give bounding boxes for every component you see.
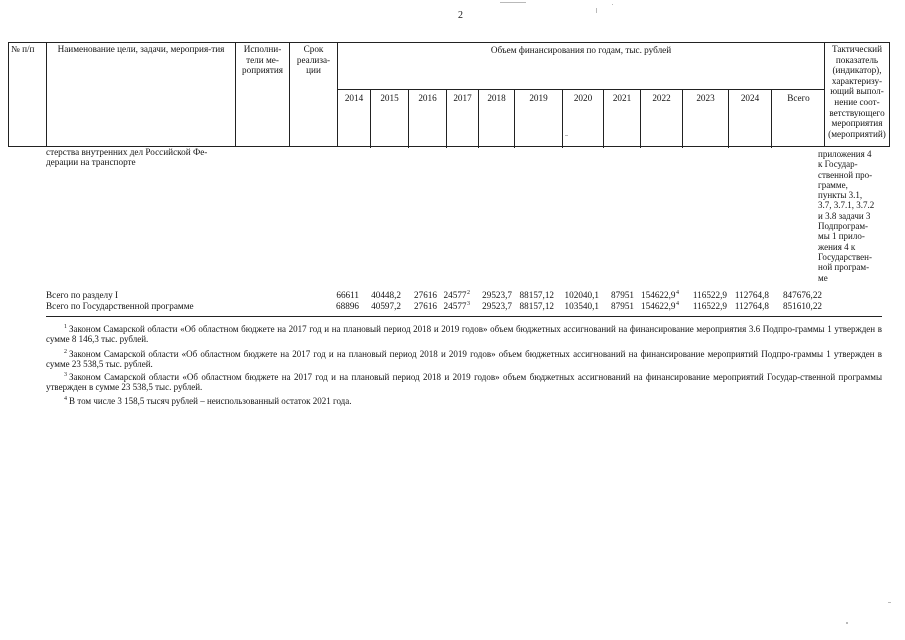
- header-funding-title: Объем финансирования по годам, тыс. рублей: [490, 45, 672, 55]
- total-value: 24577$^3$: [443, 301, 470, 311]
- scan-speck: [596, 8, 597, 13]
- footnote: [46, 322, 882, 345]
- total-value: 29523,7: [482, 290, 512, 300]
- total-value: 40597,2: [371, 301, 401, 311]
- indicator-continuation: приложения 4 к Государ- ственной про- грамме, пункты 3.1, 3.7, 3.7.1, 3.7.2 и 3.8 задачи 3 Подпрограм- мы 1 прило- жения 4 к Государствен- ной програм- ме: [818, 149, 875, 283]
- total-value: 116522,9: [692, 301, 727, 311]
- total-value: 87951: [611, 301, 634, 311]
- total-value: 116522,9: [692, 290, 727, 300]
- total-value: 40448,2: [371, 290, 401, 300]
- footnote-ref: 4: [676, 301, 679, 307]
- year-cell: 2023: [683, 90, 729, 148]
- footnote-ref: 3: [467, 301, 470, 307]
- footnote-mark: 1: [64, 324, 67, 330]
- scan-speck: [888, 602, 891, 603]
- footnote-mark: 3: [64, 372, 67, 378]
- total-value: 87951: [611, 290, 634, 300]
- year-cell: 2021: [604, 90, 641, 148]
- footnote-text: В том числе 3 158,5 тысяч рублей – неиспользованный остаток 2021 года.: [69, 396, 352, 406]
- footnote: [46, 347, 882, 370]
- year-cell: 2020: [563, 90, 604, 148]
- header-name: Наименование цели, задачи, мероприя-тия: [47, 43, 236, 146]
- year-cell: 2015: [371, 90, 409, 148]
- year-cell: 2014: [338, 90, 371, 148]
- page-number: 2: [458, 10, 463, 21]
- footnote-mark: 4: [64, 396, 67, 402]
- scan-speck: [500, 2, 526, 3]
- total-value: 851610,22: [782, 301, 822, 311]
- scan-speck: [612, 4, 613, 5]
- total-value: 27616: [414, 301, 437, 311]
- year-cell: 2022: [641, 90, 683, 148]
- footnote-ref: 2: [467, 290, 470, 296]
- year-cell: 2018: [479, 90, 515, 148]
- footnote-mark: 2: [64, 349, 67, 355]
- footnote-text: Законом Самарской области «Об областном бюджете на 2017 год и на плановый период 2018 и 2019 годов» объем бюджетных ассигнований на финансирование мероприятия 3.6 Подпро-граммы 1 утвержден в сумме 8 146,3 тыс. рублей.: [46, 324, 882, 345]
- year-cell: 2024: [729, 90, 772, 148]
- header-executors: Исполни-тели ме-роприятия: [236, 43, 290, 146]
- footnote-text: Законом Самарской области «Об областном бюджете на 2017 год и на плановый период 2018 и 2019 годов» объем бюджетных ассигнований на финансирование мероприятий Подпро-граммы 1 утвержден в сумме 23 538,5 тыс. рублей.: [46, 349, 882, 370]
- header-indicator: Тактический показатель (индикатор), характеризу-ющий выпол-нение соот-ветствующего мероприятия (мероприятий): [828, 44, 886, 139]
- measure-name-continuation: стерства внутренних дел Российской Фе-дерации на транспорте: [46, 147, 208, 168]
- year-cell: 2019: [515, 90, 563, 148]
- footnote-ref: 4: [676, 290, 679, 296]
- year-cell: 2016: [409, 90, 447, 148]
- total-value: 66611: [336, 290, 359, 300]
- total-value: 102040,1: [564, 290, 599, 300]
- total-value: 154622,9$^4$: [641, 290, 679, 300]
- total-value: 29523,7: [482, 301, 512, 311]
- total-value: 68896: [336, 301, 359, 311]
- total-program-label: Всего по Государственной программе: [46, 301, 194, 311]
- total-value: 88157,12: [519, 301, 554, 311]
- header-years-row: [338, 89, 824, 148]
- total-value: 847676,22: [782, 290, 822, 300]
- total-value: 88157,12: [519, 290, 554, 300]
- year-cell-total: Всего: [787, 93, 810, 103]
- total-value: 154622,9$^4$: [641, 301, 679, 311]
- scan-speck: [846, 622, 848, 624]
- total-section-label: Всего по разделу I: [46, 290, 119, 300]
- header-num: № п/п: [9, 43, 47, 146]
- total-value: 112764,8: [734, 301, 769, 311]
- footnote-separator: [46, 316, 882, 317]
- table-header: [8, 42, 890, 147]
- year-cell: 2017: [447, 90, 479, 148]
- footnote: [46, 370, 882, 393]
- total-value: 103540,1: [564, 301, 599, 311]
- header-term: Срок реализа-ции: [290, 43, 338, 146]
- total-value: 24577$^2$: [443, 290, 470, 300]
- footnote-text: Законом Самарской области «Об областном бюджете на 2017 год и на плановый период 2018 и 2019 годов» объем бюджетных ассигнований на финансирование мероприятий Государ-ственной программы утвержден в сумме 23 538,5 тыс. рублей.: [46, 372, 882, 393]
- total-value: 112764,8: [734, 290, 769, 300]
- header-funding: [338, 43, 825, 146]
- total-value: 27616: [414, 290, 437, 300]
- footnote: [46, 394, 882, 406]
